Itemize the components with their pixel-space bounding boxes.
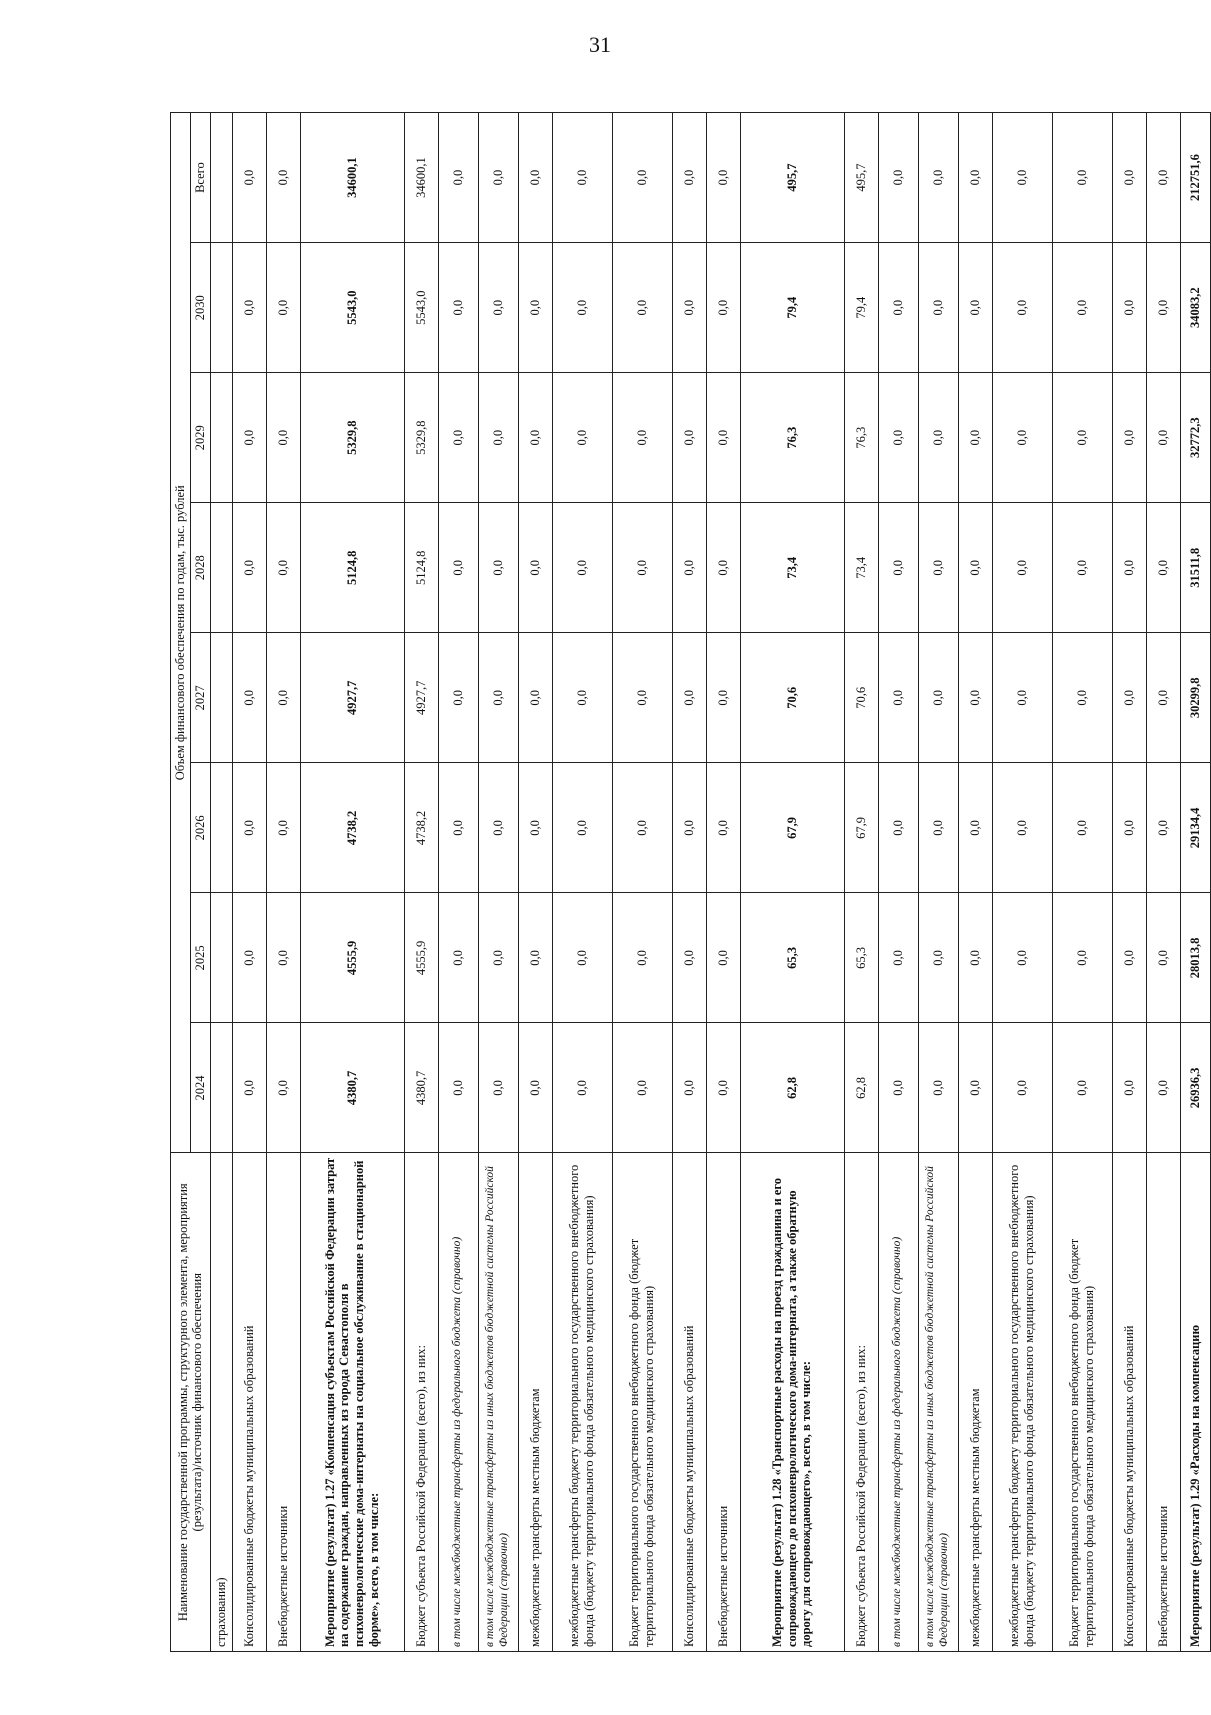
table-row xyxy=(706,113,740,1652)
header-year: 2028 xyxy=(190,503,210,633)
row-year-value: 0,0 xyxy=(552,1023,612,1153)
row-total-value: 0,0 xyxy=(992,113,1052,243)
row-year-value: 0,0 xyxy=(518,243,552,373)
header-row-1 xyxy=(171,113,191,1652)
row-total-value: 34600,1 xyxy=(404,113,438,243)
row-year-value: 0,0 xyxy=(612,893,672,1023)
row-total-value: 0,0 xyxy=(878,113,918,243)
row-label: Бюджет субъекта Российской Федерации (всего), из них: xyxy=(404,1153,438,1652)
row-total-value: 212751,6 xyxy=(1180,113,1210,243)
row-year-value: 62,8 xyxy=(844,1023,878,1153)
row-year-value: 4927,7 xyxy=(300,633,404,763)
table-row xyxy=(612,113,672,1652)
row-year-value xyxy=(210,763,232,893)
row-year-value: 5329,8 xyxy=(300,373,404,503)
row-total-value: 0,0 xyxy=(958,113,992,243)
row-year-value: 0,0 xyxy=(878,763,918,893)
table-row xyxy=(740,113,844,1652)
row-year-value: 0,0 xyxy=(706,373,740,503)
row-year-value: 0,0 xyxy=(438,893,478,1023)
table-row xyxy=(232,113,266,1652)
table-row xyxy=(438,113,478,1652)
row-total-value: 0,0 xyxy=(266,113,300,243)
row-year-value: 0,0 xyxy=(1146,243,1180,373)
row-year-value: 0,0 xyxy=(518,373,552,503)
row-year-value: 0,0 xyxy=(1146,373,1180,503)
row-year-value: 65,3 xyxy=(740,893,844,1023)
row-label: межбюджетные трансферты бюджету территориального государственного внебюджетного фонда (бюджету территориального фонда обязательного медицинского страхования) xyxy=(992,1153,1052,1652)
row-total-value: 0,0 xyxy=(518,113,552,243)
row-year-value: 0,0 xyxy=(918,503,958,633)
row-label: Внебюджетные источники xyxy=(706,1153,740,1652)
row-year-value: 0,0 xyxy=(232,243,266,373)
row-total-value: 0,0 xyxy=(1146,113,1180,243)
row-year-value: 0,0 xyxy=(918,763,958,893)
row-year-value: 0,0 xyxy=(612,373,672,503)
row-year-value: 0,0 xyxy=(958,503,992,633)
row-total-value xyxy=(210,113,232,243)
row-year-value: 0,0 xyxy=(232,503,266,633)
row-label: в том числе межбюджетные трансферты из иных бюджетов бюджетной системы Российской Федерации (справочно) xyxy=(918,1153,958,1652)
row-year-value: 0,0 xyxy=(878,893,918,1023)
row-label: в том числе межбюджетные трансферты из иных бюджетов бюджетной системы Российской Федерации (справочно) xyxy=(478,1153,518,1652)
row-total-value: 34600,1 xyxy=(300,113,404,243)
row-year-value: 0,0 xyxy=(706,633,740,763)
row-year-value: 0,0 xyxy=(706,243,740,373)
row-year-value: 0,0 xyxy=(1052,373,1112,503)
row-year-value: 0,0 xyxy=(612,633,672,763)
row-year-value: 0,0 xyxy=(706,1023,740,1153)
row-year-value: 0,0 xyxy=(1112,243,1146,373)
row-label: межбюджетные трансферты бюджету территориального государственного внебюджетного фонда (бюджету территориального фонда обязательного медицинского страхования) xyxy=(552,1153,612,1652)
table-row xyxy=(518,113,552,1652)
row-total-value: 0,0 xyxy=(232,113,266,243)
header-year: 2029 xyxy=(190,373,210,503)
row-year-value: 0,0 xyxy=(958,763,992,893)
row-year-value: 0,0 xyxy=(958,633,992,763)
row-total-value: 0,0 xyxy=(438,113,478,243)
row-year-value: 4927,7 xyxy=(404,633,438,763)
row-year-value: 4555,9 xyxy=(300,893,404,1023)
row-year-value xyxy=(210,1023,232,1153)
row-year-value xyxy=(210,503,232,633)
row-year-value: 0,0 xyxy=(612,503,672,633)
row-total-value: 0,0 xyxy=(552,113,612,243)
row-year-value: 0,0 xyxy=(518,503,552,633)
row-year-value: 0,0 xyxy=(612,1023,672,1153)
row-year-value: 4555,9 xyxy=(404,893,438,1023)
row-year-value: 0,0 xyxy=(958,373,992,503)
row-total-value: 0,0 xyxy=(918,113,958,243)
row-year-value: 0,0 xyxy=(266,503,300,633)
row-year-value: 0,0 xyxy=(706,763,740,893)
row-total-value: 0,0 xyxy=(478,113,518,243)
row-label: Консолидированные бюджеты муниципальных образований xyxy=(672,1153,706,1652)
rotated-table-container xyxy=(170,112,1202,1652)
row-year-value: 0,0 xyxy=(552,893,612,1023)
row-label: в том числе межбюджетные трансферты из федерального бюджета (справочно) xyxy=(438,1153,478,1652)
row-year-value: 0,0 xyxy=(1052,243,1112,373)
row-year-value: 0,0 xyxy=(478,243,518,373)
row-year-value: 0,0 xyxy=(438,243,478,373)
table-row xyxy=(878,113,918,1652)
row-year-value: 0,0 xyxy=(552,763,612,893)
row-year-value: 0,0 xyxy=(1146,893,1180,1023)
header-name-column: Наименование государственной программы, структурного элемента, мероприятия (результата)/источник финансового обеспечения xyxy=(171,1153,211,1652)
row-year-value: 0,0 xyxy=(918,373,958,503)
table-row xyxy=(958,113,992,1652)
row-year-value: 76,3 xyxy=(740,373,844,503)
row-total-value: 0,0 xyxy=(672,113,706,243)
header-year: 2030 xyxy=(190,243,210,373)
row-year-value: 0,0 xyxy=(918,1023,958,1153)
row-year-value: 0,0 xyxy=(552,373,612,503)
header-total: Всего xyxy=(190,113,210,243)
row-year-value: 0,0 xyxy=(266,1023,300,1153)
table-row xyxy=(266,113,300,1652)
row-year-value: 76,3 xyxy=(844,373,878,503)
row-year-value: 0,0 xyxy=(992,893,1052,1023)
row-year-value: 0,0 xyxy=(232,893,266,1023)
row-year-value: 0,0 xyxy=(1052,893,1112,1023)
row-label: Бюджет территориального государственного внебюджетного фонда (бюджет территориального фонда обязательного медицинского страхования) xyxy=(612,1153,672,1652)
row-year-value: 70,6 xyxy=(844,633,878,763)
table-row xyxy=(844,113,878,1652)
row-year-value: 0,0 xyxy=(958,243,992,373)
row-year-value: 70,6 xyxy=(740,633,844,763)
row-label: межбюджетные трансферты местным бюджетам xyxy=(518,1153,552,1652)
row-year-value: 5124,8 xyxy=(404,503,438,633)
row-year-value: 0,0 xyxy=(232,633,266,763)
row-year-value: 0,0 xyxy=(992,503,1052,633)
row-year-value: 28013,8 xyxy=(1180,893,1210,1023)
row-year-value: 67,9 xyxy=(740,763,844,893)
row-total-value: 0,0 xyxy=(612,113,672,243)
row-year-value: 0,0 xyxy=(672,1023,706,1153)
row-year-value: 5543,0 xyxy=(300,243,404,373)
row-year-value: 65,3 xyxy=(844,893,878,1023)
row-year-value: 0,0 xyxy=(1052,763,1112,893)
row-year-value: 0,0 xyxy=(266,893,300,1023)
table-row xyxy=(300,113,404,1652)
table-row xyxy=(1180,113,1210,1652)
table-row xyxy=(1146,113,1180,1652)
row-total-value: 0,0 xyxy=(1112,113,1146,243)
table-row xyxy=(552,113,612,1652)
row-year-value: 0,0 xyxy=(958,893,992,1023)
row-year-value: 0,0 xyxy=(1112,1023,1146,1153)
row-year-value: 0,0 xyxy=(438,633,478,763)
row-year-value: 62,8 xyxy=(740,1023,844,1153)
row-year-value: 30299,8 xyxy=(1180,633,1210,763)
header-year: 2026 xyxy=(190,763,210,893)
row-label: в том числе межбюджетные трансферты из федерального бюджета (справочно) xyxy=(878,1153,918,1652)
row-year-value: 0,0 xyxy=(918,893,958,1023)
row-label: Консолидированные бюджеты муниципальных образований xyxy=(232,1153,266,1652)
row-year-value: 0,0 xyxy=(612,763,672,893)
row-year-value: 0,0 xyxy=(232,1023,266,1153)
row-year-value: 0,0 xyxy=(706,503,740,633)
row-year-value: 73,4 xyxy=(740,503,844,633)
row-year-value xyxy=(210,893,232,1023)
table-row xyxy=(672,113,706,1652)
row-year-value: 0,0 xyxy=(266,243,300,373)
row-year-value: 0,0 xyxy=(1146,633,1180,763)
row-year-value: 0,0 xyxy=(478,1023,518,1153)
row-year-value: 0,0 xyxy=(438,373,478,503)
table-viewport xyxy=(170,112,1202,1652)
row-year-value: 73,4 xyxy=(844,503,878,633)
row-year-value: 0,0 xyxy=(518,893,552,1023)
row-year-value: 0,0 xyxy=(438,1023,478,1153)
row-year-value: 0,0 xyxy=(478,503,518,633)
row-year-value: 5329,8 xyxy=(404,373,438,503)
row-year-value: 0,0 xyxy=(438,763,478,893)
table-row xyxy=(918,113,958,1652)
row-year-value xyxy=(210,373,232,503)
row-year-value: 0,0 xyxy=(672,503,706,633)
row-label: Внебюджетные источники xyxy=(266,1153,300,1652)
row-total-value: 0,0 xyxy=(1052,113,1112,243)
row-year-value: 29134,4 xyxy=(1180,763,1210,893)
row-year-value: 5543,0 xyxy=(404,243,438,373)
row-year-value: 0,0 xyxy=(1146,763,1180,893)
row-year-value: 0,0 xyxy=(478,373,518,503)
row-year-value: 0,0 xyxy=(672,893,706,1023)
row-year-value: 0,0 xyxy=(992,763,1052,893)
row-label: Мероприятие (результат) 1.27 «Компенсация субъектам Российской Федерации затрат на содержание граждан, направленных из города Севастополя в психоневрологические дома-интернаты на социальное обслуживание в стационарной форме», всего, в том числе: xyxy=(300,1153,404,1652)
row-year-value: 0,0 xyxy=(918,633,958,763)
row-year-value: 0,0 xyxy=(552,633,612,763)
row-year-value: 0,0 xyxy=(878,243,918,373)
table-body xyxy=(210,113,1210,1652)
row-label: Внебюджетные источники xyxy=(1146,1153,1180,1652)
row-label: страхования) xyxy=(210,1153,232,1652)
row-year-value: 0,0 xyxy=(992,373,1052,503)
row-year-value: 0,0 xyxy=(706,893,740,1023)
row-year-value: 0,0 xyxy=(518,763,552,893)
row-year-value: 0,0 xyxy=(992,633,1052,763)
header-year: 2024 xyxy=(190,1023,210,1153)
row-year-value: 0,0 xyxy=(478,893,518,1023)
row-year-value: 0,0 xyxy=(1052,503,1112,633)
page-number: 31 xyxy=(589,32,611,57)
row-year-value: 0,0 xyxy=(918,243,958,373)
row-year-value: 0,0 xyxy=(672,763,706,893)
row-year-value: 4738,2 xyxy=(404,763,438,893)
row-year-value: 0,0 xyxy=(518,633,552,763)
row-year-value: 5124,8 xyxy=(300,503,404,633)
row-label: Бюджет субъекта Российской Федерации (всего), из них: xyxy=(844,1153,878,1652)
row-year-value: 0,0 xyxy=(1112,373,1146,503)
header-group: Объем финансового обеспечения по годам, тыс. рублей xyxy=(171,113,191,1153)
row-year-value: 0,0 xyxy=(266,373,300,503)
row-label: Бюджет территориального государственного внебюджетного фонда (бюджет территориального фонда обязательного медицинского страхования) xyxy=(1052,1153,1112,1652)
row-year-value: 79,4 xyxy=(844,243,878,373)
row-year-value: 0,0 xyxy=(672,373,706,503)
row-year-value: 0,0 xyxy=(232,763,266,893)
row-year-value: 0,0 xyxy=(1052,633,1112,763)
row-label: межбюджетные трансферты местным бюджетам xyxy=(958,1153,992,1652)
row-year-value: 0,0 xyxy=(878,633,918,763)
row-year-value: 0,0 xyxy=(552,243,612,373)
row-year-value: 4380,7 xyxy=(404,1023,438,1153)
row-total-value: 495,7 xyxy=(844,113,878,243)
table-row xyxy=(1052,113,1112,1652)
row-year-value: 0,0 xyxy=(878,373,918,503)
row-total-value: 0,0 xyxy=(706,113,740,243)
row-year-value: 0,0 xyxy=(1112,893,1146,1023)
row-year-value: 26936,3 xyxy=(1180,1023,1210,1153)
row-year-value: 0,0 xyxy=(1112,503,1146,633)
row-year-value: 4738,2 xyxy=(300,763,404,893)
row-year-value: 0,0 xyxy=(1112,763,1146,893)
row-year-value: 0,0 xyxy=(1052,1023,1112,1153)
row-year-value: 0,0 xyxy=(478,633,518,763)
row-total-value: 495,7 xyxy=(740,113,844,243)
row-year-value: 79,4 xyxy=(740,243,844,373)
row-year-value: 0,0 xyxy=(438,503,478,633)
row-year-value: 0,0 xyxy=(266,633,300,763)
row-year-value xyxy=(210,243,232,373)
row-year-value: 4380,7 xyxy=(300,1023,404,1153)
financing-table xyxy=(170,112,1211,1652)
row-year-value: 0,0 xyxy=(552,503,612,633)
row-year-value: 0,0 xyxy=(878,503,918,633)
header-year: 2027 xyxy=(190,633,210,763)
row-label: Мероприятие (результат) 1.29 «Расходы на компенсацию xyxy=(1180,1153,1210,1652)
row-year-value: 0,0 xyxy=(992,243,1052,373)
row-year-value: 0,0 xyxy=(232,373,266,503)
row-year-value: 0,0 xyxy=(1146,1023,1180,1153)
table-row xyxy=(1112,113,1146,1652)
row-year-value: 0,0 xyxy=(992,1023,1052,1153)
row-year-value: 31511,8 xyxy=(1180,503,1210,633)
row-year-value: 0,0 xyxy=(878,1023,918,1153)
table-row xyxy=(210,113,232,1652)
row-year-value: 0,0 xyxy=(612,243,672,373)
row-year-value: 0,0 xyxy=(672,633,706,763)
row-year-value: 0,0 xyxy=(672,243,706,373)
row-label: Консолидированные бюджеты муниципальных образований xyxy=(1112,1153,1146,1652)
table-row xyxy=(404,113,438,1652)
row-year-value: 34083,2 xyxy=(1180,243,1210,373)
row-year-value: 67,9 xyxy=(844,763,878,893)
row-year-value: 0,0 xyxy=(266,763,300,893)
table-row xyxy=(478,113,518,1652)
row-label: Мероприятие (результат) 1.28 «Транспортные расходы на проезд гражданина и его сопровождающего до психоневрологического дома-интерната, а также обратную дорогу для сопровождающего», всего, в том числе: xyxy=(740,1153,844,1652)
row-year-value: 0,0 xyxy=(478,763,518,893)
header-year: 2025 xyxy=(190,893,210,1023)
row-year-value: 0,0 xyxy=(1112,633,1146,763)
row-year-value: 0,0 xyxy=(518,1023,552,1153)
row-year-value: 32772,3 xyxy=(1180,373,1210,503)
row-year-value: 0,0 xyxy=(1146,503,1180,633)
row-year-value: 0,0 xyxy=(958,1023,992,1153)
table-row xyxy=(992,113,1052,1652)
row-year-value xyxy=(210,633,232,763)
